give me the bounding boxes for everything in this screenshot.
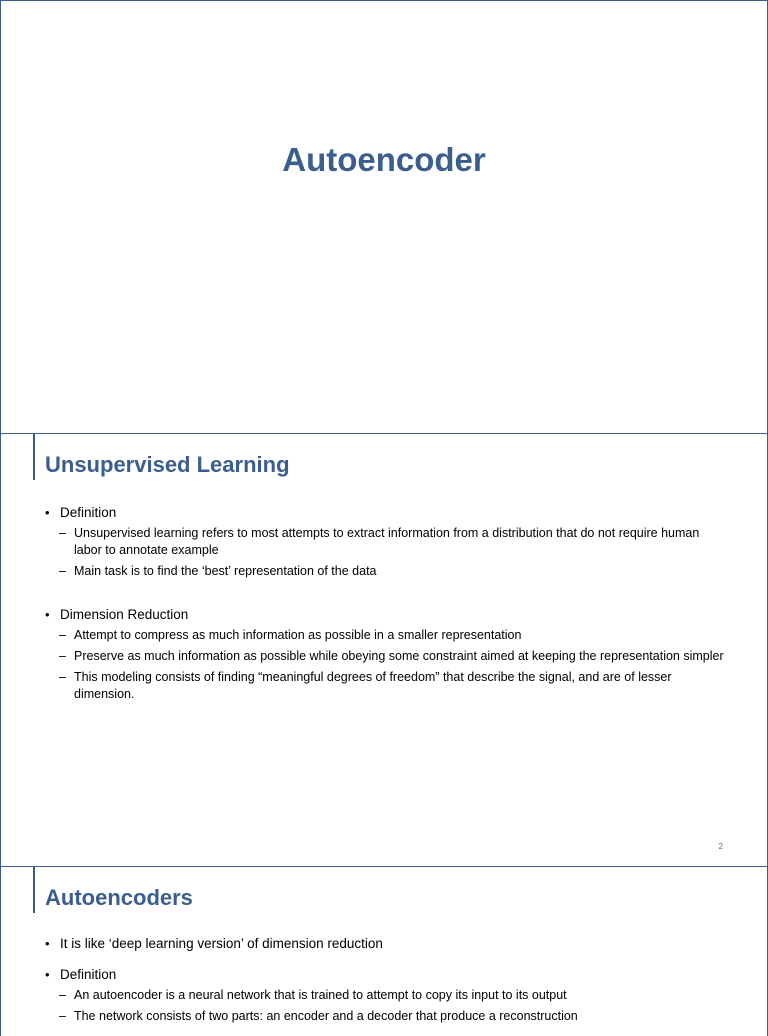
sub-bullet-item xyxy=(45,525,727,559)
sub-bullet-item xyxy=(45,627,727,644)
bullet-text: Dimension Reduction xyxy=(60,607,189,622)
bullet-item xyxy=(45,935,727,952)
sub-bullet-text: Unsupervised learning refers to most attempts to extract information from a distribution that do not require human labor to annotate example xyxy=(74,526,700,557)
bullet-item xyxy=(45,504,727,521)
slide-1-title: Autoencoder xyxy=(282,141,486,178)
slide-2 xyxy=(0,433,768,867)
dash-icon: – xyxy=(59,564,66,578)
slide-3-content xyxy=(45,935,727,1029)
bullet-icon: • xyxy=(45,607,50,622)
bullet-item xyxy=(45,606,727,623)
sub-bullet-item xyxy=(45,563,727,580)
sub-bullet-text: Main task is to find the ‘best’ representation of the data xyxy=(74,564,377,578)
page-number: 2 xyxy=(718,842,723,851)
sub-bullet-text: This modeling consists of finding “meaningful degrees of freedom” that describe the signal, and are of lesser dimension. xyxy=(74,670,672,701)
bullet-item xyxy=(45,966,727,983)
slide-2-content xyxy=(45,504,727,707)
bullet-text: Definition xyxy=(60,505,117,520)
dash-icon: – xyxy=(59,670,66,684)
sub-bullet-text: An autoencoder is a neural network that is trained to attempt to copy its input to its output xyxy=(74,988,567,1002)
title-accent-bar xyxy=(33,434,35,480)
sub-bullet-item xyxy=(45,1008,727,1025)
slide-1 xyxy=(0,0,768,434)
slide-3 xyxy=(0,866,768,1036)
sub-bullet-item xyxy=(45,987,727,1004)
slide-3-title: Autoencoders xyxy=(45,885,193,910)
bullet-icon: • xyxy=(45,505,50,520)
sub-bullet-item xyxy=(45,648,727,665)
sub-bullet-item xyxy=(45,669,727,703)
bullet-icon: • xyxy=(45,967,50,982)
dash-icon: – xyxy=(59,628,66,642)
bullet-text: It is like ‘deep learning version’ of dimension reduction xyxy=(60,936,383,951)
sub-bullet-text: The network consists of two parts: an encoder and a decoder that produce a reconstruction xyxy=(74,1009,578,1023)
slide-2-title: Unsupervised Learning xyxy=(45,452,290,477)
dash-icon: – xyxy=(59,526,66,540)
bullet-text: Definition xyxy=(60,967,117,982)
sub-bullet-text: Preserve as much information as possible while obeying some constraint aimed at keeping the representation simpler xyxy=(74,649,724,663)
dash-icon: – xyxy=(59,649,66,663)
sub-bullet-text: Attempt to compress as much information as possible in a smaller representation xyxy=(74,628,522,642)
title-accent-bar xyxy=(33,867,35,913)
dash-icon: – xyxy=(59,988,66,1002)
bullet-icon: • xyxy=(45,936,50,951)
dash-icon: – xyxy=(59,1009,66,1023)
